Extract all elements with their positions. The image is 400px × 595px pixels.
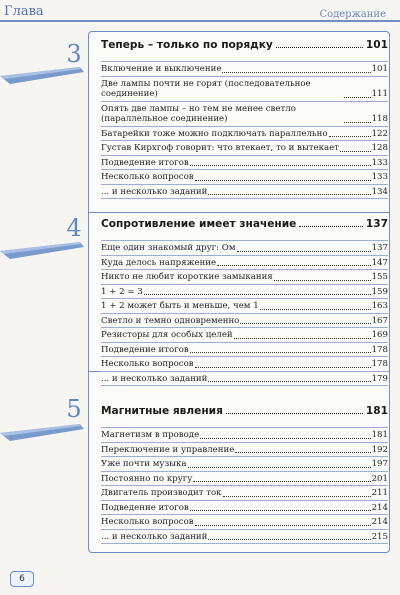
dot-leader: [193, 481, 370, 482]
dot-leader: [240, 323, 370, 324]
dot-leader: [195, 367, 371, 368]
toc-entry-page: 133: [371, 172, 388, 182]
chapter-number: 5: [66, 395, 82, 423]
toc-entry[interactable]: [101, 241, 388, 256]
dot-leader: [276, 47, 363, 48]
toc-entry-title: Постоянно по кругу: [101, 473, 193, 484]
toc-entry[interactable]: [101, 285, 388, 300]
toc-entry-page: 197: [371, 459, 388, 469]
chapter-block: [101, 39, 388, 199]
toc-entry-page: 215: [371, 531, 388, 542]
toc-entry-page: 167: [371, 315, 388, 326]
chapter-title: Сопротивление имеет значение: [101, 218, 297, 230]
header-rule: [0, 20, 400, 22]
toc-entry[interactable]: [101, 102, 388, 127]
toc-entry-title: Двигатель производит ток: [101, 488, 222, 498]
toc-entry-page: 214: [371, 517, 388, 527]
chapter-title-row[interactable]: [101, 218, 388, 235]
toc-entry[interactable]: [101, 343, 388, 358]
toc-entry-page: 137: [371, 243, 388, 253]
toc-entry[interactable]: [101, 443, 388, 458]
toc-entry[interactable]: [101, 256, 388, 271]
toc-entry-page: 118: [371, 114, 388, 124]
toc-entry-title: Несколько вопросов: [101, 172, 194, 182]
toc-entry-title: Включение и выключение: [101, 64, 222, 74]
toc-entry-page: 192: [371, 444, 388, 455]
toc-entry-page: 181: [371, 430, 388, 440]
section-list: [101, 240, 388, 386]
toc-entry-page: 163: [371, 301, 388, 311]
dot-leader: [144, 294, 371, 295]
toc-entry-page: 214: [371, 502, 388, 513]
dot-leader: [237, 251, 371, 252]
header-chapter-label: Глава: [4, 4, 44, 19]
pen-wedge-icon: [0, 417, 88, 443]
pen-wedge-icon: [0, 235, 88, 261]
chapter-title-row[interactable]: [101, 39, 388, 56]
toc-entry-page: 179: [371, 373, 388, 384]
toc-entry-title: Светло и темно одновременно: [101, 315, 240, 326]
toc-entry-page: 201: [371, 473, 388, 484]
toc-entry[interactable]: [101, 299, 388, 314]
chapter-title: Магнитные явления: [101, 405, 223, 417]
section-list: [101, 427, 388, 544]
toc-entry[interactable]: [101, 185, 388, 200]
toc-entry-title: Подведение итогов: [101, 157, 189, 168]
toc-entry-title: Подведение итогов: [101, 344, 189, 355]
toc-entry[interactable]: [101, 141, 388, 156]
dot-leader: [200, 438, 370, 439]
chapter-number: 3: [66, 40, 82, 68]
dot-leader: [226, 413, 363, 414]
dot-leader: [190, 510, 371, 511]
toc-entry-title: Две лампы почти не горят (последовательное соединение): [101, 78, 311, 99]
toc-entry-title: Подведение итогов: [101, 502, 189, 513]
dot-leader: [340, 151, 371, 152]
dot-leader: [195, 180, 371, 181]
toc-entry[interactable]: [101, 428, 388, 443]
toc-entry-title: Несколько вопросов: [101, 517, 194, 527]
dot-leader: [344, 122, 371, 123]
toc-entry[interactable]: [101, 127, 388, 142]
toc-entry[interactable]: [101, 62, 388, 77]
toc-entry-page: 169: [371, 330, 388, 340]
toc-entry[interactable]: [101, 77, 388, 102]
chapter-title-row[interactable]: [101, 405, 388, 422]
toc-entry-page: 133: [371, 157, 388, 168]
chapter-number: 4: [66, 214, 82, 242]
toc-entry[interactable]: [101, 314, 388, 329]
dot-leader: [208, 194, 370, 195]
chapter-title: Теперь – только по порядку: [101, 39, 273, 51]
chapter-page-number: 137: [365, 218, 388, 230]
pen-wedge-icon: [0, 60, 88, 86]
chapter-page-number: 181: [365, 405, 388, 417]
toc-entry-title: Куда делось напряжение: [101, 257, 217, 268]
chapter-block: [101, 218, 388, 386]
toc-entry-title: Опять две лампы – но тем не менее светло (параллельное соединение): [101, 103, 296, 124]
toc-entry[interactable]: [101, 372, 388, 387]
toc-entry-page: 178: [371, 344, 388, 355]
toc-entry-title: Несколько вопросов: [101, 359, 194, 369]
toc-entry-page: 111: [371, 89, 388, 99]
toc-entry-title: Магнетизм в проводе: [101, 430, 200, 440]
dot-leader: [190, 352, 371, 353]
dot-leader: [208, 381, 370, 382]
toc-entry-title: Густав Кирхгоф говорит: что втекает, то и вытекает: [101, 143, 339, 153]
toc-entry-title: ... и несколько заданий: [101, 373, 208, 384]
dot-leader: [299, 226, 363, 227]
dot-leader: [222, 72, 370, 73]
dot-leader: [188, 467, 371, 468]
dot-leader: [234, 338, 371, 339]
dot-leader: [260, 309, 371, 310]
toc-entry-page: 128: [371, 143, 388, 153]
toc-entry-title: ... и несколько заданий: [101, 531, 208, 542]
toc-entry-page: 159: [371, 286, 388, 297]
toc-entry-page: 147: [371, 257, 388, 268]
toc-entry[interactable]: [101, 530, 388, 545]
chapter-divider: [88, 212, 390, 213]
toc-entry-title: 1 + 2 = 3: [101, 286, 143, 297]
toc-entry-title: Еще один знакомый друг: Ом: [101, 243, 236, 253]
toc-entry-title: Резисторы для особых целей: [101, 330, 233, 340]
toc-entry-title: Никто не любит короткие замыкания: [101, 272, 273, 282]
dot-leader: [190, 165, 371, 166]
dot-leader: [235, 452, 370, 453]
dot-leader: [329, 136, 371, 137]
toc-entry-title: 1 + 2 может быть и меньше, чем 1: [101, 301, 259, 311]
toc-entry-page: 178: [371, 359, 388, 369]
toc-entry-page: 101: [371, 64, 388, 74]
toc-entry[interactable]: [101, 515, 388, 530]
toc-entry[interactable]: [101, 472, 388, 487]
dot-leader: [217, 265, 370, 266]
dot-leader: [208, 539, 370, 540]
toc-entry[interactable]: [101, 501, 388, 516]
toc-entry[interactable]: [101, 486, 388, 501]
toc-entry-title: Уже почти музыка: [101, 459, 187, 469]
chapter-page-number: 101: [365, 39, 388, 51]
header-contents-label: Содержание: [319, 9, 386, 20]
toc-entry-page: 211: [371, 488, 388, 498]
toc-entry[interactable]: [101, 156, 388, 171]
dot-leader: [223, 496, 371, 497]
toc-entry[interactable]: [101, 270, 388, 285]
section-list: [101, 61, 388, 199]
toc-entry[interactable]: [101, 170, 388, 185]
toc-entry-title: ... и несколько заданий: [101, 186, 208, 197]
toc-entry[interactable]: [101, 357, 388, 372]
toc-entry-page: 155: [371, 272, 388, 282]
toc-entry-title: Батарейки тоже можно подключать параллельно: [101, 128, 328, 139]
toc-entry-title: Переключение и управление: [101, 444, 235, 455]
dot-leader: [274, 280, 371, 281]
toc-entry-page: 134: [371, 186, 388, 197]
toc-entry[interactable]: [101, 328, 388, 343]
page-number: 6: [10, 571, 34, 587]
toc-entry[interactable]: [101, 457, 388, 472]
dot-leader: [344, 97, 371, 98]
toc-entry-page: 122: [371, 128, 388, 139]
dot-leader: [195, 525, 371, 526]
chapter-block: [101, 405, 388, 544]
